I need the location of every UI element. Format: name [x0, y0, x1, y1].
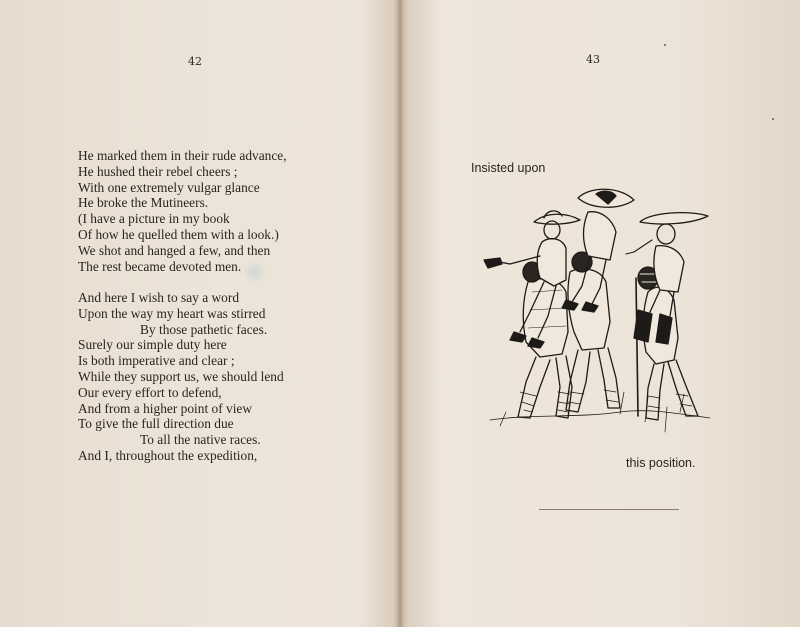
poem-line: Surely our simple duty here [78, 337, 227, 353]
poem-line: We shot and hanged a few, and then [78, 242, 271, 258]
poem-line: Of how he quelled them with a look.) [78, 226, 279, 242]
poem-line: To give the full direction due [78, 416, 234, 432]
page-number-left: 42 [188, 55, 202, 68]
caption-bottom: this position. [626, 456, 696, 470]
poem-line: And here I wish to say a word [78, 289, 240, 305]
end-rule [539, 509, 679, 510]
page-number-right: 43 [586, 53, 600, 66]
poem-line: (I have a picture in my book [78, 211, 230, 227]
poem-line: By those pathetic faces. [140, 321, 268, 337]
illustration-porters-carrying-explorers [470, 182, 720, 444]
stanza [78, 290, 287, 464]
poem-line: Is both imperative and clear ; [78, 353, 235, 369]
poem-text [78, 148, 287, 464]
poem-line: To all the native races. [140, 432, 261, 448]
poem-line: Upon the way my heart was stirred [78, 305, 266, 321]
left-page [0, 0, 398, 627]
poem-line: With one extremely vulgar glance [78, 179, 260, 195]
poem-line: Our every effort to defend, [78, 384, 222, 400]
water-stain [244, 262, 266, 282]
poem-line: He marked them in their rude advance, [78, 148, 287, 163]
poem-line: And from a higher point of view [78, 400, 253, 416]
stanza [78, 148, 287, 274]
caption-top: Insisted upon [471, 161, 546, 175]
poem-line: He broke the Mutineers. [78, 195, 209, 211]
paper-speck [772, 118, 774, 120]
poem-line: The rest became devoted men. [78, 258, 242, 274]
paper-speck [664, 44, 666, 46]
poem-line: And I, throughout the expedition, [78, 447, 258, 463]
poem-line: He hushed their rebel cheers ; [78, 163, 238, 179]
poem-line: While they support us, we should lend [78, 368, 284, 384]
right-page [402, 0, 800, 627]
